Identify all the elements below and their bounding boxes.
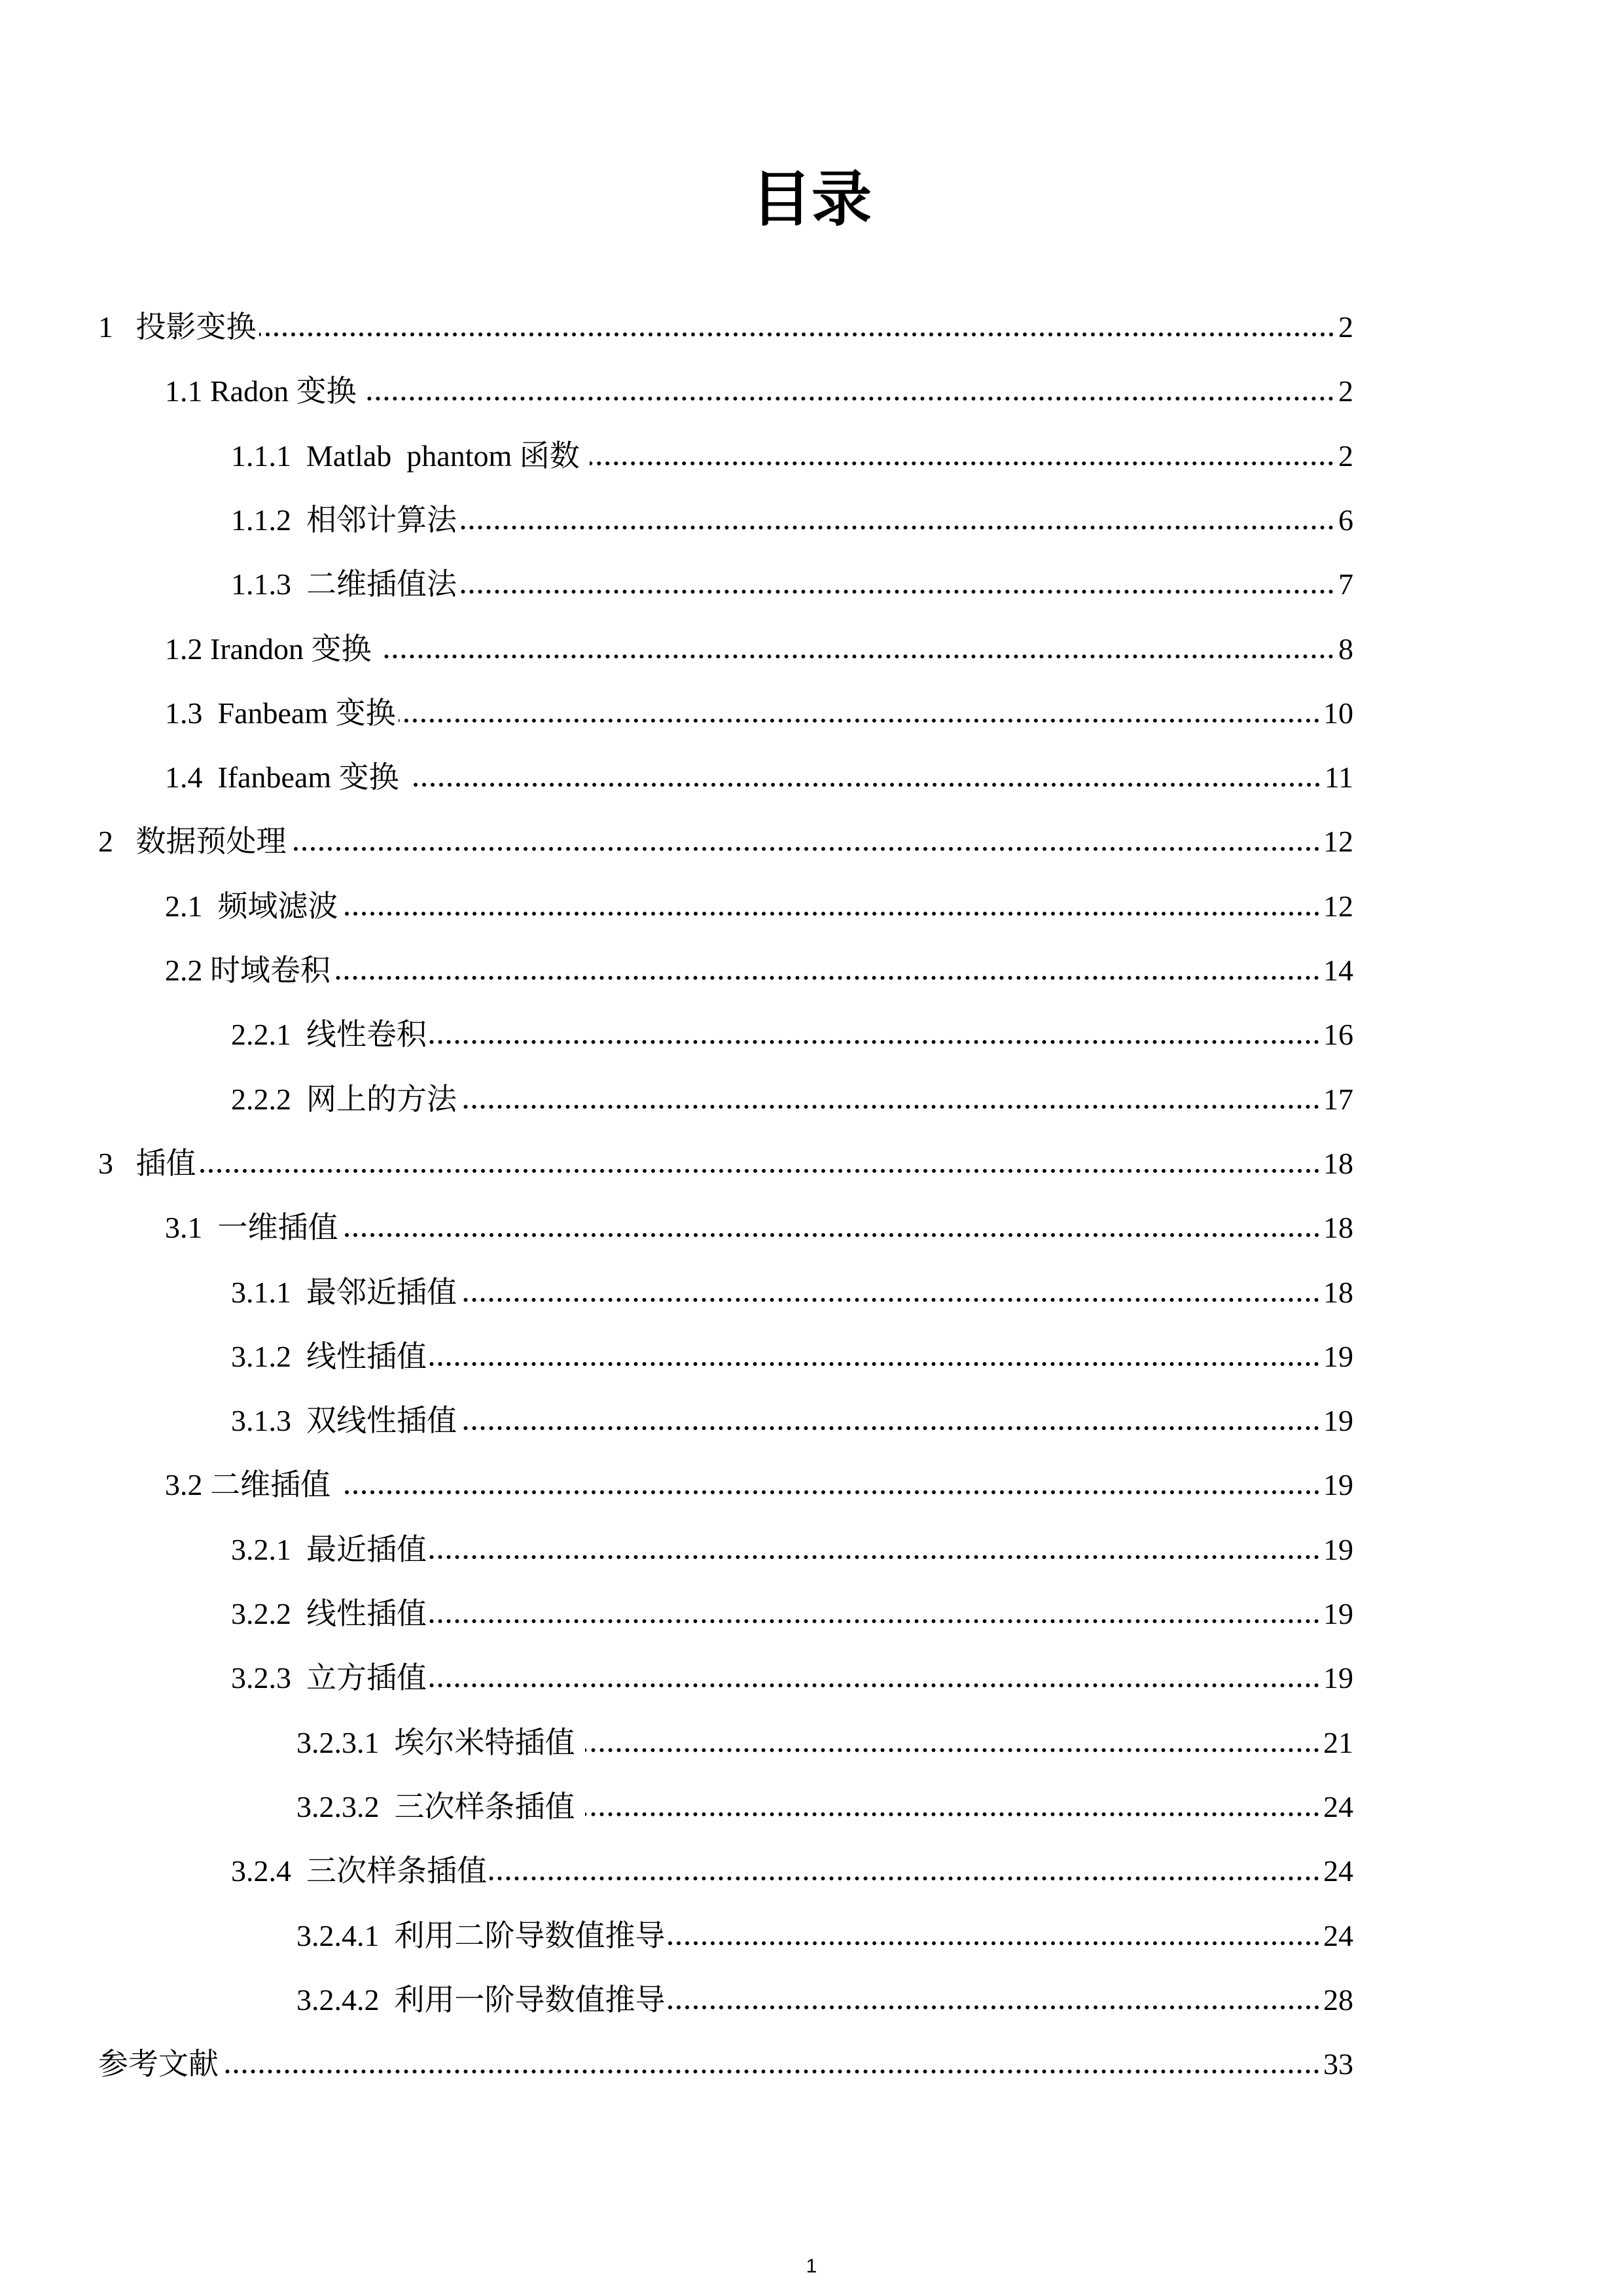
toc-entry-page: 19 bbox=[1323, 1661, 1353, 1695]
toc-entry-number: 3.2 bbox=[165, 1468, 210, 1502]
toc-entry-page: 8 bbox=[1338, 632, 1353, 666]
toc-entry-number: 3.2.4.1 bbox=[296, 1918, 395, 1952]
toc-entry-number: 3.1.3 bbox=[231, 1404, 306, 1438]
toc-entry-page: 19 bbox=[1323, 1339, 1353, 1373]
toc-entry-title: 最近插值 bbox=[306, 1532, 427, 1566]
toc-entry-number: 3.2.4 bbox=[231, 1854, 306, 1888]
toc-entry-number: 1.1.2 bbox=[231, 503, 306, 537]
toc-entry-number: 3 bbox=[98, 1146, 136, 1180]
toc-entry-title: 三次样条插值 bbox=[394, 1789, 582, 1823]
toc-entry-page: 19 bbox=[1323, 1468, 1353, 1502]
toc-entry-title: 参考文献 bbox=[98, 2047, 219, 2081]
toc-entry[interactable] bbox=[231, 1261, 1353, 1325]
dot-leader bbox=[429, 1039, 1321, 1045]
dot-leader bbox=[333, 975, 1321, 981]
toc-entry[interactable] bbox=[231, 1003, 1353, 1067]
toc-entry-number: 1.1.1 bbox=[231, 439, 306, 473]
toc-entry-title: 埃尔米特插值 bbox=[394, 1725, 582, 1759]
dot-leader bbox=[459, 1103, 1321, 1110]
toc-entry[interactable] bbox=[165, 359, 1353, 423]
toc-entry[interactable] bbox=[165, 1196, 1353, 1260]
toc-entry-page: 18 bbox=[1323, 1275, 1353, 1309]
toc-entry-number: 2.1 bbox=[165, 889, 218, 923]
toc-entry-title: 二维插值法 bbox=[306, 567, 457, 601]
toc-entry-page: 2 bbox=[1338, 374, 1353, 408]
toc-entry-page: 24 bbox=[1323, 1854, 1353, 1888]
toc-entry-page: 19 bbox=[1323, 1532, 1353, 1566]
toc-entry-number: 3.2.3.2 bbox=[296, 1789, 395, 1823]
toc-entry-page: 18 bbox=[1323, 1146, 1353, 1180]
toc-entry-page: 2 bbox=[1338, 439, 1353, 473]
toc-entry-page: 12 bbox=[1323, 825, 1353, 859]
toc-entry-number: 2.2 bbox=[165, 954, 210, 987]
toc-entry-title: 利用一阶导数值推导 bbox=[394, 1982, 666, 2017]
dot-leader bbox=[585, 1811, 1321, 1818]
toc-entry[interactable] bbox=[231, 1325, 1353, 1389]
toc-entry-title: 利用二阶导数值推导 bbox=[394, 1918, 666, 1952]
dot-leader bbox=[409, 781, 1322, 788]
toc-entry-page: 21 bbox=[1323, 1725, 1353, 1759]
toc-entry-number: 3.1.2 bbox=[231, 1339, 306, 1373]
toc-entry-title: 二维插值 bbox=[210, 1468, 338, 1502]
dot-leader bbox=[490, 1875, 1321, 1882]
toc-entry-title: 线性插值 bbox=[306, 1339, 427, 1373]
toc-entry-number: 2.2.2 bbox=[231, 1082, 306, 1116]
toc-entry-page: 11 bbox=[1324, 761, 1353, 795]
toc-entry-title: 三次样条插值 bbox=[306, 1854, 487, 1888]
toc-entry-title: 双线性插值 bbox=[306, 1404, 457, 1438]
dot-leader bbox=[259, 331, 1336, 338]
toc-entry-title: 线性卷积 bbox=[306, 1018, 427, 1052]
footer-page-number: 1 bbox=[806, 2255, 817, 2277]
toc-entry-page: 10 bbox=[1323, 696, 1353, 730]
toc-entry-title: 最邻近插值 bbox=[306, 1275, 457, 1309]
toc-entry-page: 24 bbox=[1323, 1789, 1353, 1823]
toc-entry[interactable] bbox=[98, 295, 1353, 359]
toc-entry[interactable] bbox=[165, 1453, 1353, 1517]
dot-leader bbox=[429, 1682, 1321, 1689]
toc-entry-page: 18 bbox=[1323, 1211, 1353, 1245]
toc-entry[interactable] bbox=[296, 1775, 1353, 1839]
toc-entry-number: 2 bbox=[98, 825, 136, 859]
dot-leader bbox=[459, 588, 1335, 595]
toc-entry[interactable] bbox=[296, 1904, 1353, 1968]
toc-entry-number: 3.2.3.1 bbox=[296, 1725, 395, 1759]
toc-entry-title: 投影变换 bbox=[135, 310, 257, 344]
dot-leader bbox=[429, 1361, 1321, 1367]
toc-entry[interactable] bbox=[165, 939, 1353, 1003]
dot-leader bbox=[341, 1232, 1321, 1238]
toc-entry-title: 数据预处理 bbox=[135, 825, 287, 859]
toc-entry-page: 7 bbox=[1338, 567, 1353, 601]
toc-entry-title: 频域滤波 bbox=[217, 889, 338, 923]
dot-leader bbox=[399, 717, 1321, 724]
toc-entry-number: 1.3 bbox=[165, 696, 218, 730]
toc-entry-title: 线性插值 bbox=[306, 1597, 427, 1630]
dot-leader bbox=[199, 1168, 1321, 1174]
toc-entry-title: 插值 bbox=[135, 1146, 196, 1180]
dot-leader bbox=[341, 1489, 1321, 1496]
toc-entry-title: Fanbeam 变换 bbox=[217, 696, 396, 730]
dot-leader bbox=[382, 653, 1335, 660]
toc-entry[interactable] bbox=[231, 1582, 1353, 1646]
toc-entry-title: 时域卷积 bbox=[210, 954, 330, 987]
toc-entry-page: 16 bbox=[1323, 1018, 1353, 1052]
toc-entry-number: 3.2.4.2 bbox=[296, 1982, 395, 2017]
dot-leader bbox=[590, 460, 1335, 467]
toc-entry-page: 6 bbox=[1338, 503, 1353, 537]
toc-entry-title: 网上的方法 bbox=[306, 1082, 457, 1116]
toc-entry-title: 立方插值 bbox=[306, 1661, 427, 1695]
toc-entry-page: 2 bbox=[1338, 310, 1353, 344]
toc-entry-number: 3.1 bbox=[165, 1211, 218, 1245]
dot-leader bbox=[585, 1747, 1321, 1753]
toc-entry[interactable] bbox=[231, 1389, 1353, 1453]
toc-entry-number: 3.2.3 bbox=[231, 1661, 306, 1695]
toc-entry-title: Matlab phantom 函数 bbox=[306, 439, 588, 473]
toc-entry-title: 相邻计算法 bbox=[306, 503, 457, 537]
toc-entry[interactable] bbox=[231, 1067, 1353, 1132]
toc-entry[interactable] bbox=[165, 745, 1353, 810]
dot-leader bbox=[668, 1940, 1321, 1946]
toc-entry[interactable] bbox=[231, 488, 1353, 552]
toc-entry[interactable] bbox=[165, 681, 1353, 745]
toc-entry-number: 1.4 bbox=[165, 761, 218, 795]
dot-leader bbox=[366, 395, 1335, 402]
toc-entry-page: 28 bbox=[1323, 1982, 1353, 2017]
toc-entry[interactable] bbox=[296, 1968, 1353, 2032]
toc-entry-page: 24 bbox=[1323, 1918, 1353, 1952]
dot-leader bbox=[221, 2068, 1321, 2075]
toc-entry[interactable] bbox=[165, 617, 1353, 681]
toc-entry-title: Radon 变换 bbox=[210, 374, 365, 408]
dot-leader bbox=[429, 1554, 1321, 1560]
toc-entry[interactable] bbox=[231, 1839, 1353, 1903]
toc-entry-title: 一维插值 bbox=[217, 1211, 338, 1245]
toc-entry-page: 33 bbox=[1323, 2047, 1353, 2081]
toc-entry[interactable] bbox=[231, 1646, 1353, 1710]
dot-leader bbox=[429, 1618, 1321, 1624]
toc-entry[interactable] bbox=[98, 2032, 1353, 2096]
toc-entry[interactable] bbox=[98, 810, 1353, 874]
toc-entry-page: 14 bbox=[1323, 954, 1353, 987]
toc-entry-page: 12 bbox=[1323, 889, 1353, 923]
dot-leader bbox=[341, 910, 1321, 917]
toc-entry-number: 1.1.3 bbox=[231, 567, 306, 601]
toc-entry-number: 3.2.2 bbox=[231, 1597, 306, 1630]
toc-entry-number: 1 bbox=[98, 310, 136, 344]
toc-entry-number: 3.1.1 bbox=[231, 1275, 306, 1309]
toc-entry-number: 3.2.1 bbox=[231, 1532, 306, 1566]
toc-entry-page: 17 bbox=[1323, 1082, 1353, 1116]
toc-entry[interactable] bbox=[231, 424, 1353, 488]
toc-entry-number: 2.2.1 bbox=[231, 1018, 306, 1052]
toc-entry[interactable] bbox=[165, 874, 1353, 939]
toc-entry-title: Ifanbeam 变换 bbox=[217, 761, 407, 795]
toc-entry-page: 19 bbox=[1323, 1597, 1353, 1630]
toc-entry[interactable] bbox=[98, 1132, 1353, 1196]
page-title: 目录 bbox=[751, 166, 872, 233]
toc-entry[interactable] bbox=[231, 1518, 1353, 1582]
toc-entry-title: Irandon 变换 bbox=[210, 632, 380, 666]
toc-entry[interactable] bbox=[296, 1711, 1353, 1775]
toc-entry-number: 1.1 bbox=[165, 374, 210, 408]
dot-leader bbox=[459, 1297, 1321, 1303]
dot-leader bbox=[459, 524, 1335, 531]
dot-leader bbox=[668, 2004, 1321, 2011]
toc-entry[interactable] bbox=[231, 552, 1353, 617]
toc-entry-page: 19 bbox=[1323, 1404, 1353, 1438]
dot-leader bbox=[459, 1425, 1321, 1431]
toc-entry-number: 1.2 bbox=[165, 632, 210, 666]
dot-leader bbox=[289, 846, 1321, 852]
